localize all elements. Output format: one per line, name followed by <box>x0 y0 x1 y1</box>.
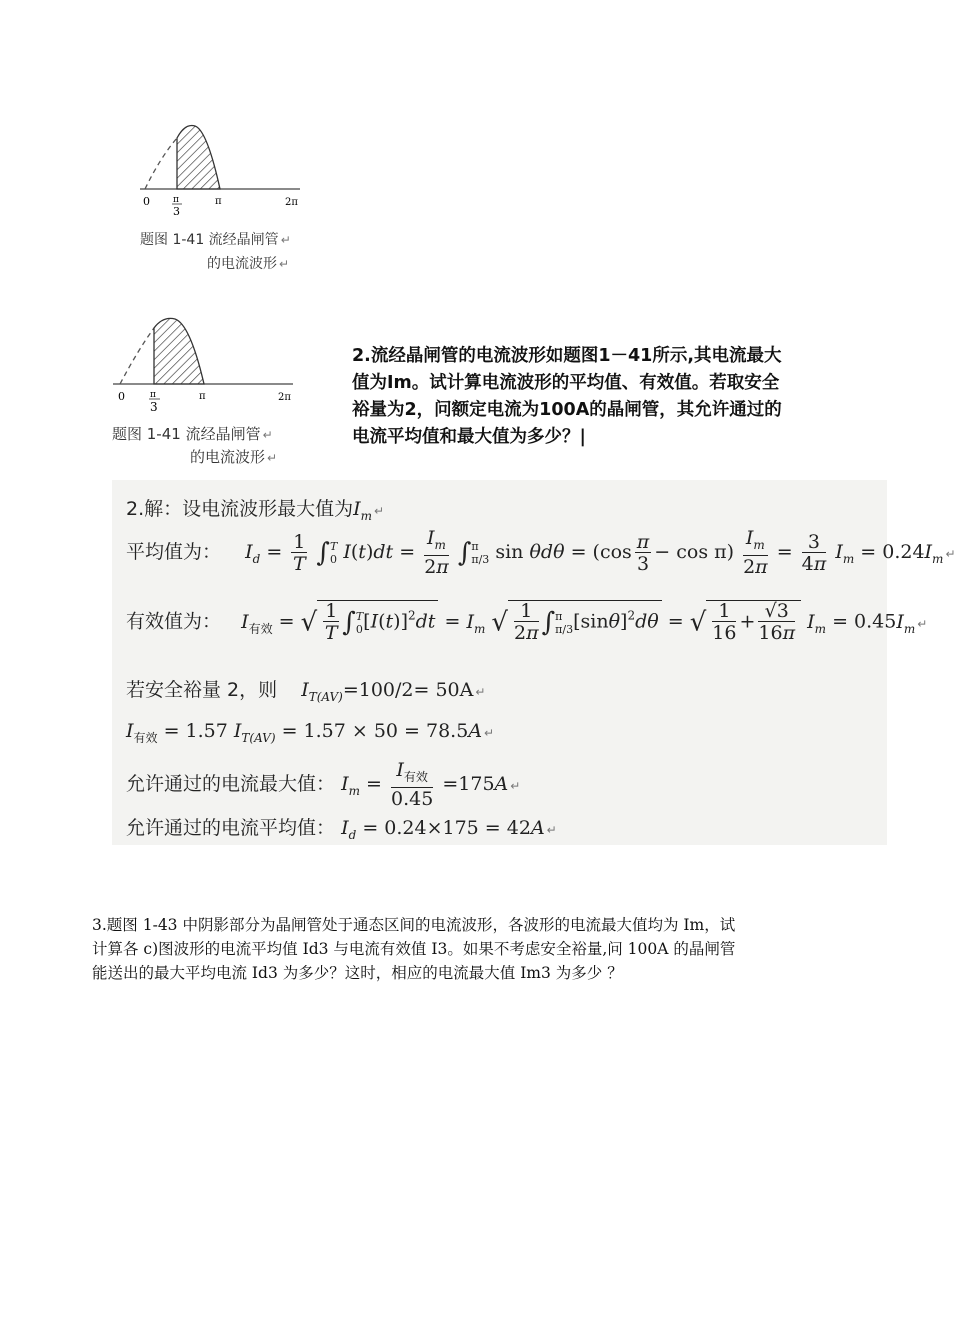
figure-2-caption-line1: 题图 1-41 流经晶闸管 ↵ <box>112 425 273 443</box>
tick-pi3-den: 3 <box>150 400 158 414</box>
solution-line-rms: 有效值为： $I_{有效}$ = √ $\frac{1}{T}$ ∫T $0[I(t)]^2dt = I_m$ √ $\frac{1}{2\pi}$ ∫π $\pi/3[\sin\theta]^2d\theta$ = √ $\frac{1}{16}$ + $\frac{√3}{16\pi}$ $I_m = 0.45I_m$ ↵ <box>126 600 928 644</box>
solution-block <box>112 480 956 845</box>
tick-2pi: 2π <box>285 197 298 208</box>
figure-1-caption-line1: 题图 1-41 流经晶闸管 ↵ <box>140 232 291 248</box>
figure-2-caption-line2: 的电流波形 ↵ <box>190 448 278 466</box>
figure-1-caption-line2: 的电流波形 ↵ <box>207 256 290 272</box>
question-2 <box>352 343 892 451</box>
solution-line-max: 允许通过的电流最大值： $I_m$ = $\frac{I_{有效}}{0.45}$ =175A ↵ <box>126 759 521 810</box>
solution-line-safety: 若安全裕量 2，则 $I_{T(AV)}=100/2= 50A$ ↵ <box>126 679 486 704</box>
question-2-line: 值为Im。试计算电流波形的平均值、有效值。若取安全 <box>352 373 780 393</box>
question-2-line: 电流平均值和最大值为多少？| <box>352 427 586 447</box>
tick-pi: π <box>199 391 206 402</box>
question-3-line: 3.题图 1-43 中阴影部分为晶闸管处于通态区间的电流波形，各波形的电流最大值均为 Im，试 <box>92 916 736 934</box>
waveform-figure-2 <box>108 312 298 422</box>
tick-0: 0 <box>143 195 150 208</box>
question-3 <box>92 913 872 985</box>
waveform-plot-2 <box>108 312 298 422</box>
question-2-line: 裕量为2，问额定电流为100A的晶闸管，其允许通过的 <box>352 400 782 420</box>
tick-0: 0 <box>118 390 125 403</box>
tick-pi3-num: π <box>150 390 156 400</box>
waveform-plot-1 <box>135 118 305 228</box>
waveform-figure-1 <box>135 118 305 228</box>
solution-line-average: 平均值为： $I_d$ = $\frac{1}{T}$ ∫T 0 I(t)dt = $\frac{I_m}{2\pi}$ ∫π π/3 sin θdθ = (cos $\frac{\pi}{3}$ − cos π) $\frac{I_m}{2\pi}$ = $\frac{3}{4\pi}$ $I_m = 0.24I_m$ ↵ <box>126 527 956 578</box>
solution-line-1: 2.解：设电流波形最大值为$I_m$ ↵ <box>126 498 385 523</box>
question-2-line: 2.流经晶闸管的电流波形如题图1－41所示,其电流最大 <box>352 346 782 366</box>
solution-line-irms: $I_{有效} = 1.57$ $I_{T(AV)} = 1.57 \times 50 = 78.5A$ ↵ <box>126 720 495 745</box>
tick-pi: π <box>215 196 222 207</box>
question-3-line: 计算各 c)图波形的电流平均值 Id3 与电流有效值 I3。如果不考虑安全裕量,问 100A 的晶闸管 <box>92 940 736 958</box>
solution-line-avg-current: 允许通过的电流平均值： $I_d = 0.24\times 175 = 42A$ ↵ <box>126 817 557 842</box>
dashed-curve <box>145 138 177 189</box>
tick-pi3-den: 3 <box>173 205 180 218</box>
shaded-region <box>154 318 204 384</box>
question-3-line: 能送出的最大平均电流 Id3 为多少？这时，相应的电流最大值 Im3 为多少 ？ <box>92 964 623 982</box>
shaded-region <box>177 126 220 190</box>
tick-pi3-num: π <box>173 195 179 205</box>
tick-2pi: 2π <box>278 392 291 403</box>
dashed-curve <box>120 328 154 384</box>
